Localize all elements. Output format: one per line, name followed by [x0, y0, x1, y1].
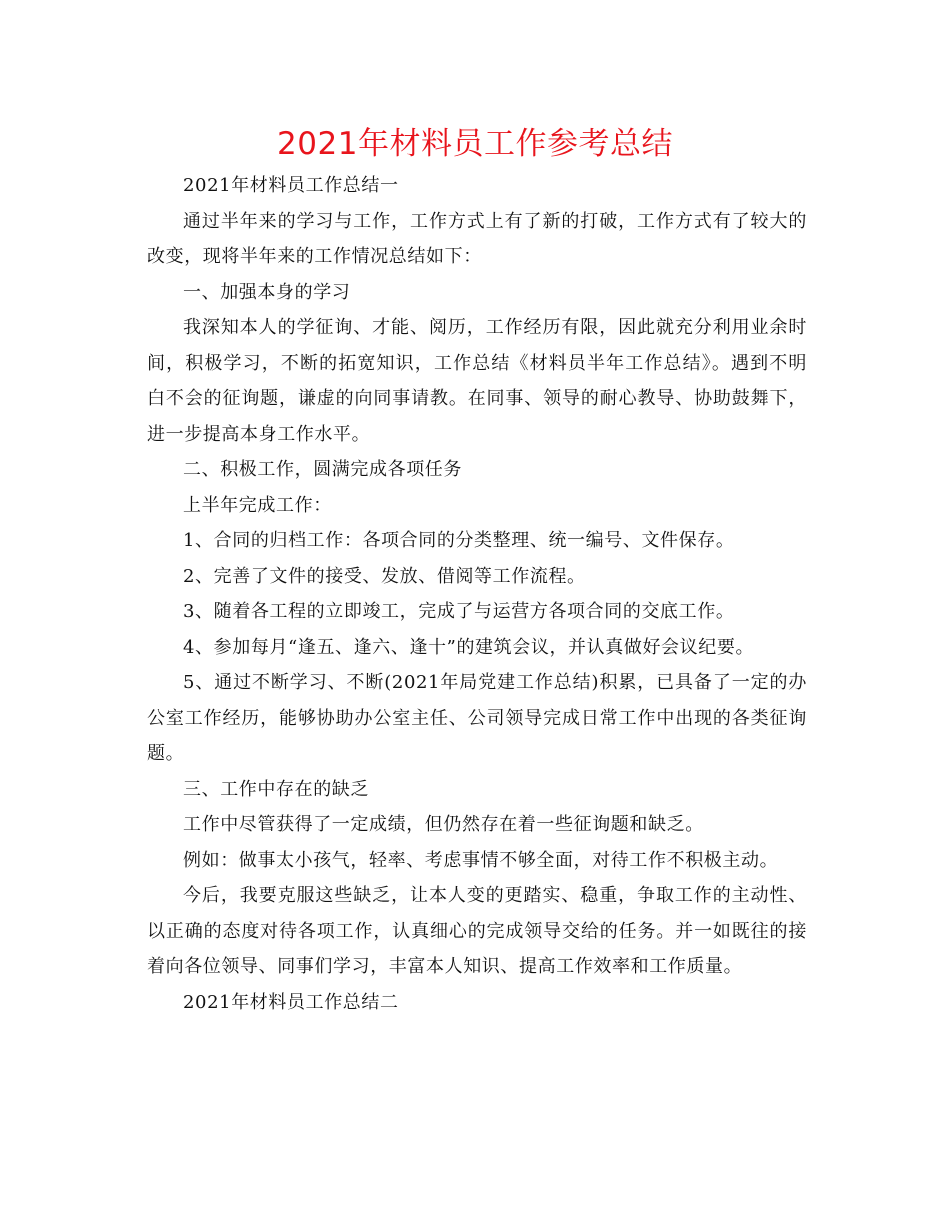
paragraph-item-1: 1、合同的归档工作：各项合同的分类整理、统一编号、文件保存。	[183, 530, 735, 551]
document-body	[147, 168, 807, 1020]
paragraph-item-5: 5、通过不断学习、不断(2021年局党建工作总结)积累，已具备了一定的办公室工作经历，能够协助办公室主任、公司领导完成日常工作中出现的各类征询题。	[147, 672, 807, 764]
paragraph-intro: 通过半年来的学习与工作，工作方式上有了新的打破，工作方式有了较大的改变，现将半年来的工作情况总结如下：	[147, 210, 807, 267]
paragraph-item-3: 3、随着各工程的立即竣工，完成了与运营方各项合同的交底工作。	[183, 601, 735, 622]
paragraph-section-heading-2: 2021年材料员工作总结二	[183, 991, 399, 1013]
paragraph-heading-study: 一、加强本身的学习	[183, 281, 351, 303]
paragraph-item-2: 2、完善了文件的接受、发放、借阅等工作流程。	[183, 565, 586, 587]
paragraph-study-content: 我深知本人的学征询、才能、阅历，工作经历有限，因此就充分利用业余时间，积极学习，不断的拓宽知识，工作总结《材料员半年工作总结》。遇到不明白不会的征询题，谦虚的向同事请教。在同事、领导的耐心教导、协助鼓舞下，进一步提高本身工作水平。	[147, 317, 807, 445]
paragraph-section-heading-1: 2021年材料员工作总结一	[183, 175, 399, 196]
paragraph-shortcomings-1: 工作中尽管获得了一定成绩，但仍然存在着一些征询题和缺乏。	[183, 814, 704, 835]
paragraph-future: 今后，我要克服这些缺乏，让本人变的更踏实、稳重，争取工作的主动性、以正确的态度对待各项工作，认真细心的完成领导交给的任务。并一如既往的接着向各位领导、同事们学习，丰富本人知识、提高工作效率和工作质量。	[147, 885, 807, 977]
document-title: 2021年材料员工作参考总结	[277, 126, 673, 162]
paragraph-work-intro: 上半年完成工作：	[183, 494, 332, 516]
paragraph-shortcomings-2: 例如：做事太小孩气，轻率、考虑事情不够全面，对待工作不积极主动。	[183, 849, 779, 871]
paragraph-item-4: 4、参加每月“逢五、逢六、逢十”的建筑会议，并认真做好会议纪要。	[183, 636, 755, 658]
paragraph-heading-work: 二、积极工作，圆满完成各项任务	[183, 459, 462, 480]
paragraph-heading-shortcomings: 三、工作中存在的缺乏	[183, 778, 369, 800]
